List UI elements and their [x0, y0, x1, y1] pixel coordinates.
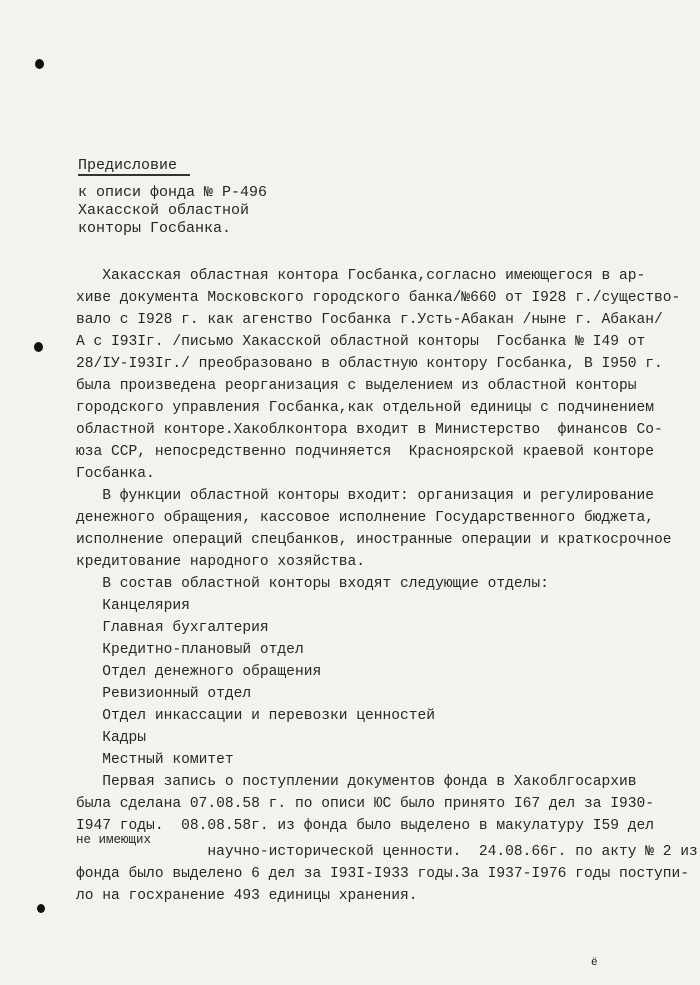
body-line: была сделана 07.08.58 г. по описи ЮС было принято I67 дел за I930-: [76, 796, 655, 812]
body-line: ло на госхранение 493 единицы хранения.: [76, 888, 418, 904]
department-item: Отдел инкассации и перевозки ценностей: [76, 708, 436, 724]
department-item: Местный комитет: [76, 752, 234, 768]
binder-hole-top: [35, 59, 44, 69]
body-line: была произведена реорганизация с выделением из областной конторы: [76, 378, 637, 394]
header-line-2: Хакасской областной: [78, 202, 250, 219]
header-line-1: к описи фонда № Р-496: [78, 184, 268, 201]
header-line-3: конторы Госбанка.: [78, 220, 232, 237]
department-item: Главная бухгалтерия: [76, 620, 269, 636]
body-line: юза ССР, непосредственно подчиняется Красноярской краевой конторе: [76, 444, 655, 460]
body-line: исполнение операций спецбанков, иностранные операции и краткосрочное: [76, 532, 672, 548]
body-line: кредитование народного хозяйства.: [76, 554, 366, 570]
department-item: Отдел денежного обращения: [76, 664, 322, 680]
body-line: А с I93Iг. /письмо Хакасской областной конторы Госбанка № I49 от: [76, 334, 646, 350]
body-line: фонда было выделено 6 дел за I93I-I933 годы.За I937-I976 годы поступи-: [76, 866, 690, 882]
body-line: научно-исторической ценности. 24.08.66г. по акту № 2 из: [76, 844, 698, 860]
body-line: Госбанка.: [76, 466, 155, 482]
body-line: Первая запись о поступлении документов фонда в Хакоблгосархив: [76, 774, 637, 790]
department-item: Канцелярия: [76, 598, 190, 614]
binder-hole-middle: [34, 342, 43, 352]
body-line: городского управления Госбанка,как отдельной единицы с подчинением: [76, 400, 655, 416]
body-line: хиве документа Московского городского банка/№660 от I928 г./существо-: [76, 290, 681, 306]
body-line: вало с I928 г. как агенство Госбанка г.Усть-Абакан /ныне г. Абакан/: [76, 312, 663, 328]
interline-note: не имеющих: [76, 833, 152, 847]
body-line: Хакасская областная контора Госбанка,согласно имеющегося в ар-: [76, 268, 646, 284]
body-line: В состав областной конторы входят следующие отделы:: [76, 576, 549, 592]
body-line: областной конторе.Хакоблконтора входит в Министерство финансов Со-: [76, 422, 663, 438]
page-mark: ё: [591, 957, 598, 969]
department-item: Кредитно-плановый отдел: [76, 642, 304, 658]
binder-hole-bottom: [37, 904, 45, 913]
department-item: Ревизионный отдел: [76, 686, 252, 702]
department-item: Кадры: [76, 730, 147, 746]
body-line: I947 годы. 08.08.58г. из фонда было выделено в макулатуру I59 дел: [76, 818, 655, 834]
body-line: денежного обращения, кассовое исполнение Государственного бюджета,: [76, 510, 655, 526]
title-underline: [78, 174, 190, 176]
document-title: Предисловие: [78, 157, 178, 174]
body-line: 28/IУ-I93Iг./ преобразовано в областную контору Госбанка, В I950 г.: [76, 356, 663, 372]
body-line: В функции областной конторы входит: организация и регулирование: [76, 488, 655, 504]
